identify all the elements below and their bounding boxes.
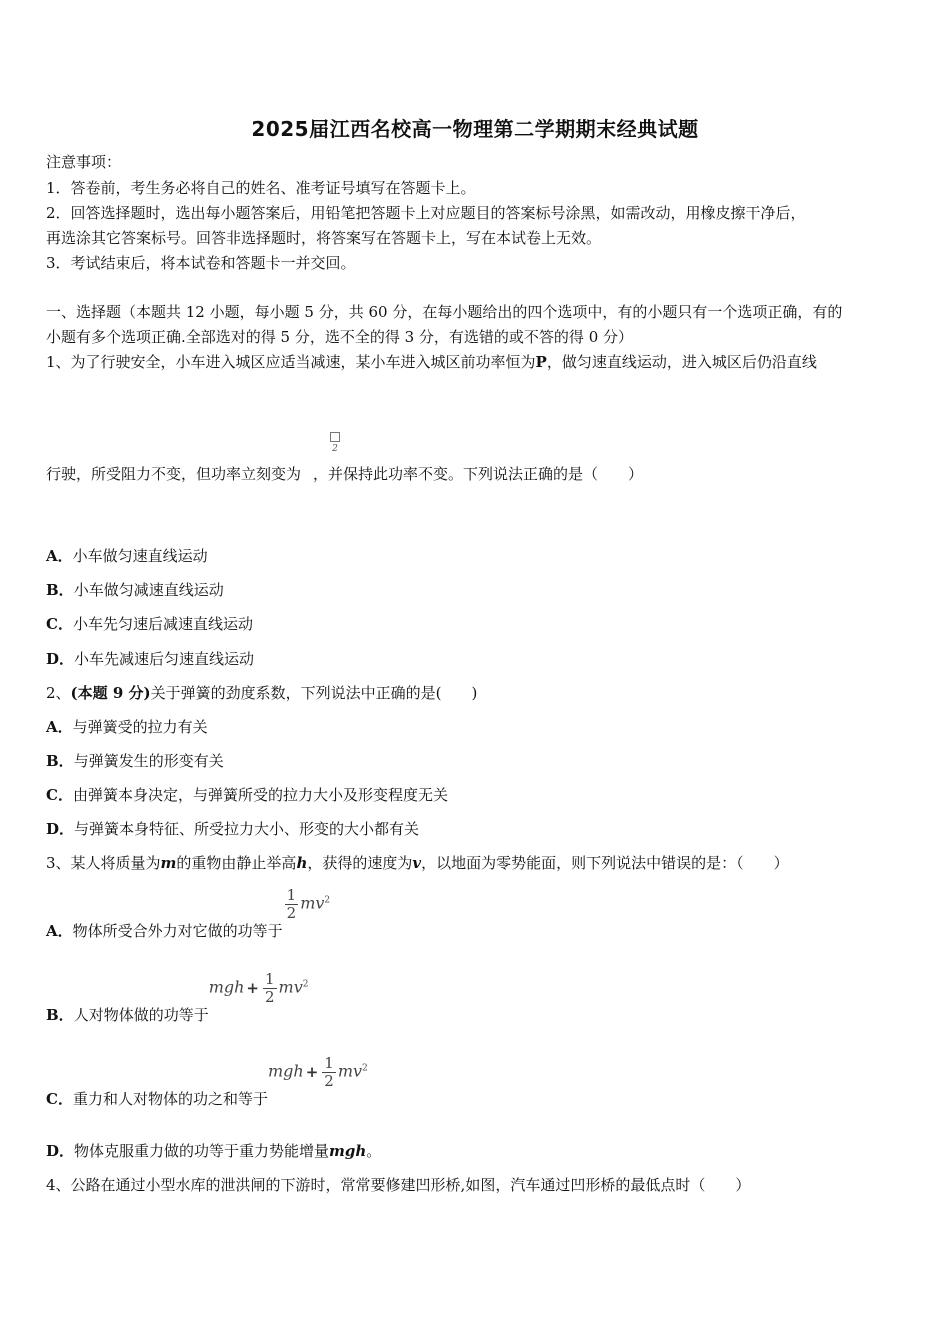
option-label: A． bbox=[46, 547, 73, 565]
plus-sign: + bbox=[305, 1062, 319, 1081]
option-label: C． bbox=[46, 786, 73, 804]
fraction-numerator: 1 bbox=[265, 970, 275, 988]
missing-glyph-icon bbox=[330, 432, 340, 442]
q3-option-d bbox=[46, 1140, 381, 1161]
q3-emphasis-wrong: 错误 bbox=[661, 854, 692, 872]
notice-item-2: 2．回答选择题时，选出每小题答案后，用铅笔把答题卡上对应题目的答案标号涂黑，如需改动，用橡皮擦干净后， bbox=[46, 204, 806, 222]
q3-option-b-mv: mv bbox=[278, 977, 303, 997]
option-text: 与弹簧受的拉力有关 bbox=[72, 718, 208, 736]
notice-item-3: 3．考试结束后，将本试卷和答题卡一并交回。 bbox=[46, 254, 356, 272]
q1-fraction-denominator: 2 bbox=[332, 444, 338, 454]
option-label: B． bbox=[46, 1005, 74, 1024]
q1-option-a bbox=[46, 545, 208, 566]
q2-option-a bbox=[46, 716, 208, 737]
fraction-denominator: 2 bbox=[286, 904, 297, 922]
option-label: D． bbox=[46, 650, 75, 668]
q3-option-b-square: 2 bbox=[302, 979, 309, 990]
option-text: 小车先匀速后减速直线运动 bbox=[72, 615, 253, 633]
q2-stem bbox=[46, 682, 477, 703]
option-label: A． bbox=[46, 718, 73, 736]
option-text: 与弹簧发生的形变有关 bbox=[73, 752, 224, 770]
notice-heading: 注意事项： bbox=[46, 153, 122, 171]
q1-power-symbol: P bbox=[535, 353, 547, 371]
plus-sign: + bbox=[246, 978, 259, 997]
option-text: 小车做匀减速直线运动 bbox=[73, 581, 224, 599]
q1-stem-line-2 bbox=[46, 463, 643, 484]
q4-stem: 4、公路在通过小型水库的泄洪闸的下游时，常常要修建凹形桥,如图，汽车通过凹形桥的最低点时（ ） bbox=[46, 1176, 751, 1194]
section-instructions-line-2: 小题有多个选项正确.全部选对的得 5 分，选不全的得 3 分，有选错的或不答的得 0 分） bbox=[46, 328, 634, 346]
q3-mass-symbol: m bbox=[160, 854, 177, 872]
option-label: D． bbox=[46, 1142, 75, 1160]
q2-option-b bbox=[46, 750, 224, 771]
notice-item-1: 1．答卷前，考生务必将自己的姓名、准考证号填写在答题卡上。 bbox=[46, 179, 476, 197]
option-label: D． bbox=[46, 820, 75, 838]
q3-stem-b: 的重物由静止举高 bbox=[176, 854, 297, 872]
option-text: 由弹簧本身决定，与弹簧所受的拉力大小及形变程度无关 bbox=[72, 786, 448, 804]
q3-height-symbol: h bbox=[296, 854, 308, 872]
q3-option-c-mgh: mgh bbox=[267, 1061, 304, 1081]
q3-stem-f: 的是：（ ） bbox=[691, 854, 789, 872]
q3-option-a-square: 2 bbox=[324, 895, 331, 906]
q2-number: 2、 bbox=[46, 684, 71, 702]
q3-option-c-fraction bbox=[322, 1055, 336, 1090]
q3-option-b bbox=[46, 970, 309, 1024]
option-label: B． bbox=[46, 581, 74, 599]
q3-option-d-end: 。 bbox=[366, 1142, 382, 1160]
q1-stem-part-b: ，做匀速直线运动，进入城区后仍沿直线 bbox=[546, 353, 817, 371]
q3-option-c-mv: mv bbox=[337, 1061, 363, 1081]
q3-option-c bbox=[46, 1054, 368, 1108]
q1-option-d bbox=[46, 648, 254, 669]
page-title: 2025届江西名校高一物理第二学期期末经典试题 bbox=[251, 117, 699, 141]
q3-option-a-mv: mv bbox=[300, 893, 325, 913]
option-label: B． bbox=[46, 752, 74, 770]
q3-option-c-square: 2 bbox=[362, 1063, 368, 1074]
q1-stem-part-c: 行驶，所受阻力不变，但功率立刻变为 bbox=[46, 465, 302, 483]
section-instructions-line-1: 一、选择题（本题共 12 小题，每小题 5 分，共 60 分，在每小题给出的四个选项中，有的小题只有一个选项正确，有的 bbox=[46, 303, 843, 321]
q3-option-b-mgh: mgh bbox=[208, 977, 245, 997]
option-text: 物体克服重力做的功等于重力势能增量 bbox=[74, 1142, 330, 1160]
q2-option-d bbox=[46, 818, 419, 839]
q1-stem-part-a: 1、为了行驶安全，小车进入城区应适当减速，某小车进入城区前功率恒为 bbox=[46, 353, 536, 371]
q1-option-c bbox=[46, 613, 253, 634]
fraction-denominator: 2 bbox=[324, 1072, 334, 1090]
q3-stem bbox=[46, 852, 789, 873]
q1-stem-part-d: ，并保持此功率不变。下列说法正确的是（ ） bbox=[313, 465, 644, 483]
option-label: C． bbox=[46, 615, 73, 633]
q2-stem-text: 关于弹簧的劲度系数，下列说法中正确的是( ) bbox=[150, 684, 478, 702]
q1-stem-line-1 bbox=[46, 351, 817, 372]
option-label: A． bbox=[46, 921, 73, 940]
option-text: 小车做匀速直线运动 bbox=[72, 547, 208, 565]
option-text: 重力和人对物体的功之和等于 bbox=[72, 1089, 268, 1108]
option-text: 与弹簧本身特征、所受拉力大小、形变的大小都有关 bbox=[74, 820, 420, 838]
q2-option-c bbox=[46, 784, 448, 805]
option-text: 小车先减速后匀速直线运动 bbox=[74, 650, 255, 668]
option-label: C． bbox=[46, 1089, 73, 1108]
fraction-numerator: 1 bbox=[324, 1054, 334, 1072]
q3-stem-d: ，以地面为零势能面，则下列说法中 bbox=[421, 854, 662, 872]
q3-velocity-symbol: v bbox=[412, 854, 422, 872]
q3-option-a bbox=[46, 886, 331, 940]
q2-points: (本题 9 分) bbox=[70, 684, 151, 702]
fraction-numerator: 1 bbox=[286, 886, 297, 904]
q3-stem-a: 3、某人将质量为 bbox=[46, 854, 161, 872]
q3-option-d-mgh: mgh bbox=[329, 1142, 367, 1160]
q3-option-a-fraction bbox=[285, 887, 299, 922]
option-text: 人对物体做的功等于 bbox=[73, 1005, 209, 1024]
q1-half-power-fraction bbox=[327, 432, 343, 454]
q3-option-b-fraction bbox=[263, 971, 277, 1006]
q1-option-b bbox=[46, 579, 224, 600]
q3-stem-c: ，获得的速度为 bbox=[307, 854, 413, 872]
option-text: 物体所受合外力对它做的功等于 bbox=[72, 921, 283, 940]
notice-item-2-cont: 再选涂其它答案标号。回答非选择题时，将答案写在答题卡上，写在本试卷上无效。 bbox=[46, 229, 602, 247]
fraction-denominator: 2 bbox=[265, 988, 275, 1006]
